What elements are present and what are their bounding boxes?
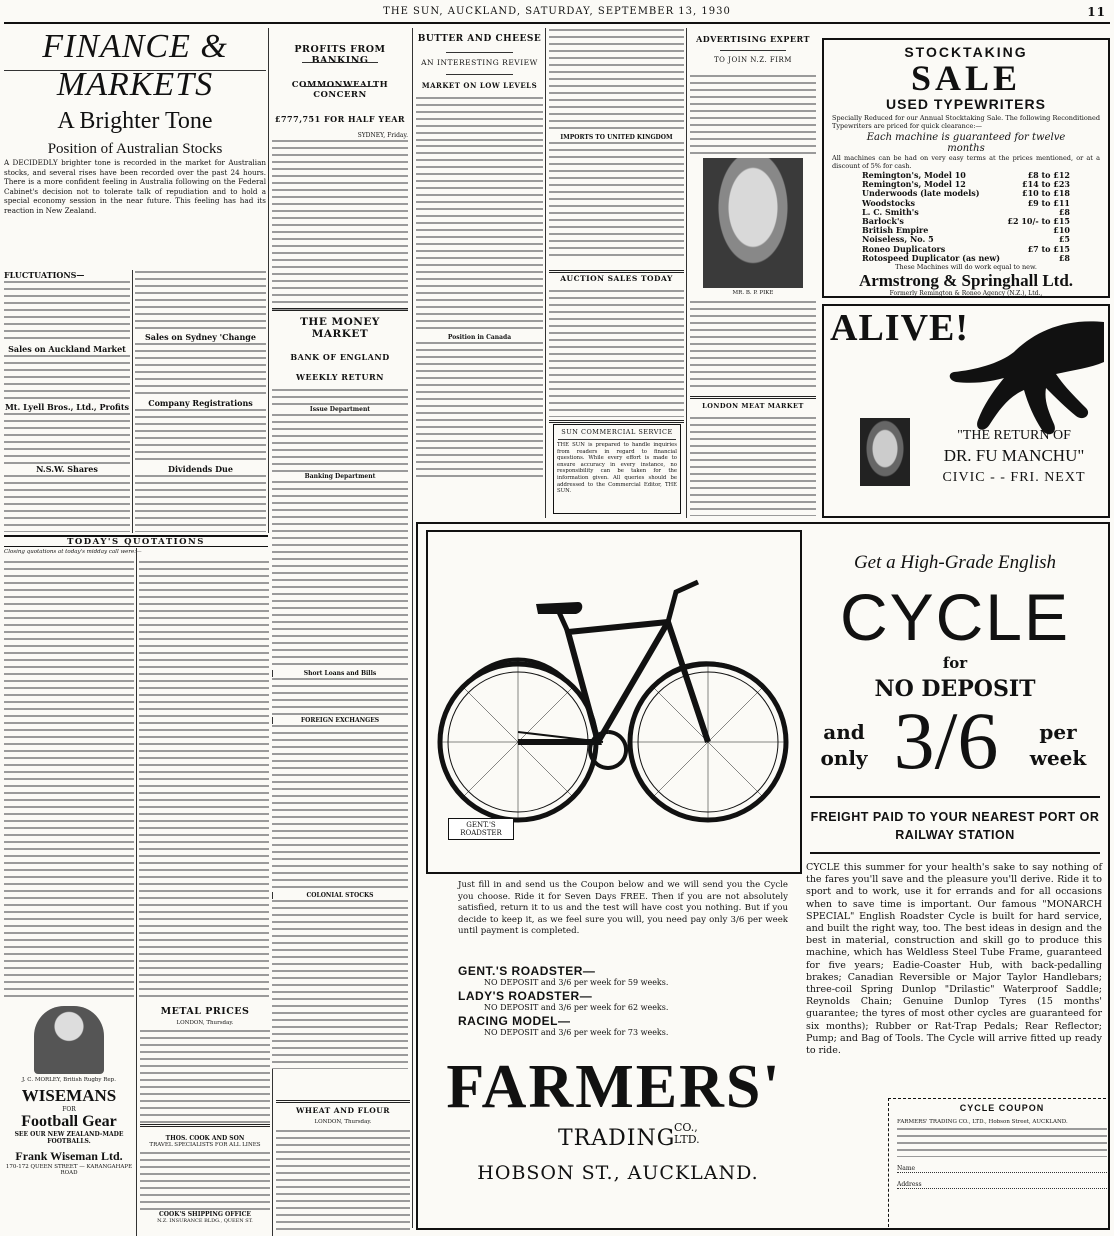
coupon-text — [897, 1127, 1107, 1157]
commercial-service-box — [553, 424, 681, 514]
body-text — [135, 408, 266, 464]
body-text — [276, 1129, 410, 1231]
fu-manchu-ad — [822, 304, 1110, 518]
quotations-title: TODAY'S QUOTATIONS — [67, 537, 205, 547]
ad-headline: Get a High-Grade English — [853, 552, 1057, 573]
hand-illustration — [944, 312, 1106, 442]
body-text — [4, 474, 130, 532]
model-name: GENT.'S ROADSTER— — [458, 964, 596, 978]
column-rule — [545, 28, 546, 518]
cook-office: COOK'S SHIPPING OFFICE — [159, 1211, 251, 1218]
firm-name: Armstrong & Springhall Ltd. — [858, 271, 1074, 291]
butter-article-cont — [549, 28, 684, 280]
film-line-3: CIVIC - - FRI. NEXT — [942, 470, 1086, 485]
finance-section-header — [4, 28, 266, 158]
model-terms: NO DEPOSIT and 3/6 per week for 59 weeks. — [484, 978, 669, 987]
only-label: only — [820, 746, 868, 770]
machine-name: Remington's, Model 10 — [862, 170, 966, 180]
cook-sub: TRAVEL SPECIALISTS FOR ALL LINES — [149, 1142, 261, 1148]
sale-note: These Machines will do work equal to new. — [895, 263, 1037, 272]
article-sub: COMMONWEALTH CONCERN — [291, 80, 389, 100]
model-name: LADY'S ROADSTER— — [458, 989, 593, 1003]
table-heading: Short Loans and Bills — [303, 670, 377, 677]
article-title: ADVERTISING EXPERT — [696, 34, 810, 44]
sale-terms: All machines can be had on very easy terms at the prices mentioned, or at a discount of 5% for cash. — [832, 154, 1100, 170]
data-table — [272, 480, 408, 670]
coupon-name-field[interactable]: Name — [897, 1165, 1107, 1173]
sub-heading: Company Registrations — [148, 398, 253, 408]
portrait-photo — [34, 1006, 104, 1074]
firm-trading: TRADING — [558, 1126, 676, 1151]
film-line-2: DR. FU MANCHU" — [943, 446, 1085, 465]
body-text — [272, 677, 408, 717]
article-title: THE MONEY MARKET — [300, 316, 380, 340]
and-label: and — [823, 720, 865, 744]
price: 3/6 — [893, 695, 999, 786]
sale-kicker: STOCKTAKING — [904, 44, 1028, 60]
table-heading: Banking Department — [304, 473, 376, 480]
product-name: Football Gear — [21, 1113, 117, 1130]
sub-heading: N.S.W. Shares — [36, 464, 98, 474]
column-rule — [268, 28, 269, 533]
sub-heading: Mt. Lyell Bros., Ltd., Profits — [4, 402, 130, 412]
no-deposit: NO DEPOSIT — [874, 676, 1036, 702]
quotations-header — [4, 535, 268, 547]
guarantee: Each machine is guaranteed for twelve months — [866, 132, 1066, 154]
machine-price: £2 10/- to £15 — [1007, 216, 1070, 227]
data-table — [272, 413, 408, 473]
sub-heading: Dividends Due — [168, 464, 233, 474]
body-text — [690, 74, 816, 154]
column-rule — [412, 28, 413, 1228]
body-text — [549, 28, 684, 134]
body-text — [135, 270, 266, 332]
film-line-1: "THE RETURN OF — [957, 428, 1071, 443]
table-heading: FOREIGN EXCHANGES — [300, 717, 380, 724]
week-label: week — [1029, 746, 1087, 770]
article-title: WHEAT AND FLOUR — [295, 1106, 391, 1115]
service-text: THE SUN is prepared to handle inquiries from readers in regard to financial questions. While every effort is made to ensure accuracy in every instance, no responsibility can be taken for the information given. All queries should be addressed to the Commercial Editor, THE SUN. — [557, 442, 677, 495]
coupon-address-field[interactable]: Address — [897, 1181, 1107, 1189]
dateline: LONDON, Thursday. — [176, 1020, 234, 1026]
body-text — [416, 341, 543, 481]
firm-formerly: Formerly Remington & Roneo Agency (N.Z.), Ltd., — [889, 290, 1043, 298]
body-text — [135, 474, 266, 532]
actor-photo — [860, 418, 910, 486]
alive-title: ALIVE! — [830, 307, 970, 349]
machine-price: £8 — [1058, 206, 1070, 217]
portrait-photo — [703, 158, 803, 288]
sale-sub: USED TYPEWRITERS — [886, 96, 1046, 112]
quotations-note: Closing quotations at today's midday call were:— — [4, 549, 142, 555]
firm-address — [832, 297, 1100, 298]
machine-name: Remington's, Model 12 — [862, 179, 966, 190]
finance-column-right — [135, 270, 266, 532]
firm-address: HOBSON ST., AUCKLAND. — [477, 1162, 759, 1184]
model-name: RACING MODEL— — [458, 1014, 571, 1028]
article-sub: MARKET ON LOW LEVELS — [421, 81, 538, 90]
firm-name: FARMERS' — [446, 1053, 782, 1121]
offer-text: Just fill in and send us the Coupon below and we will send you the Cycle you choose. Ride it for Seven Days FREE. Then if you are not absolutely satisfied, return it to us and the test will have cost you nothing. But if you decide to keep it, as we feel sure you will, you need pay only 3/6 per week until payment is completed. — [458, 880, 788, 936]
machine-price: £7 to £15 — [1027, 243, 1070, 254]
body-text — [140, 1029, 270, 1125]
page-number: 11 — [1087, 5, 1106, 19]
sub-heading: Sales on Auckland Market — [8, 344, 126, 354]
cook-address: N.Z. INSURANCE BLDG., QUEEN ST. — [157, 1218, 253, 1224]
sub-heading: Position in Canada — [447, 334, 512, 341]
metal-prices-article — [140, 1004, 270, 1232]
article-amount: £777,751 FOR HALF YEAR — [274, 114, 406, 124]
article-sub: WEEKLY RETURN — [296, 372, 384, 382]
wisemans-ad — [4, 1004, 134, 1232]
firm-address: 170-172 QUEEN STREET — KARANGAHAPE ROAD — [5, 1164, 133, 1176]
machine-name: Rotospeed Duplicator (as new) — [862, 252, 1001, 263]
column-rule — [136, 548, 137, 1236]
for-label: FOR — [62, 1106, 76, 1113]
body-text — [4, 280, 130, 344]
machine-name: Roneo Duplicators — [862, 243, 946, 254]
article-title: METAL PRICES — [160, 1006, 250, 1017]
data-table — [272, 899, 408, 1069]
machine-name: Woodstocks — [862, 197, 916, 208]
body-text — [416, 144, 543, 334]
per-label: per — [1039, 720, 1077, 744]
bicycle-image-frame — [426, 530, 802, 874]
intro-text — [416, 96, 543, 142]
money-market-article — [272, 312, 408, 1232]
dateline: SYDNEY, Friday. — [357, 132, 408, 139]
machine-name: Barlock's — [862, 216, 904, 227]
data-table — [549, 141, 684, 261]
price-list — [862, 171, 1070, 263]
machine-price: £10 to £18 — [1022, 188, 1070, 199]
wheat-article — [276, 1100, 410, 1232]
body-text — [135, 342, 266, 398]
machine-name: Underwoods (late models) — [862, 188, 980, 199]
sub-heading: Sales on Sydney 'Change — [145, 332, 256, 342]
freight-line: FREIGHT PAID TO YOUR NEAREST PORT OR RAILWAY STATION — [810, 810, 1100, 842]
article-title: PROFITS FROM BANKING — [294, 44, 386, 66]
subhead: Position of Australian Stocks — [47, 141, 223, 157]
firm-co: CO., LTD. — [674, 1121, 700, 1146]
article-sub: AN INTERESTING REVIEW — [421, 58, 538, 67]
body-text — [549, 289, 684, 417]
machine-price: £8 — [1058, 252, 1070, 263]
lead-paragraph: A DECIDEDLY brighter tone is recorded in the market for Australian stocks, and several rises have been recorded over the past 24 hours. There is a more confident feeling in Australia following on the Federal Cabinet's decision not to tolerate talk of repudiation and to hold a special economy session in the near future. This feeling has had its reaction in New Zealand. — [4, 158, 266, 215]
butter-article — [416, 28, 543, 518]
sale-word: SALE — [910, 58, 1022, 98]
body-text — [272, 139, 408, 310]
masthead-title: THE SUN, AUCKLAND, SATURDAY, SEPTEMBER 13, 1930 — [383, 6, 731, 17]
bike-label: GENT.'S ROADSTER — [448, 818, 514, 840]
for-label: for — [942, 654, 968, 672]
finance-column-left — [4, 270, 130, 532]
photo-caption: J. C. MORLEY, British Rugby Rep. — [22, 1077, 116, 1083]
body-text — [4, 354, 130, 402]
section-title: FINANCE & MARKETS — [42, 28, 228, 103]
model-terms: NO DEPOSIT and 3/6 per week for 62 weeks. — [484, 1003, 669, 1012]
banking-article — [272, 40, 408, 310]
body-text — [272, 388, 408, 406]
article-title: AUCTION SALES TODAY — [560, 274, 673, 283]
sale-intro: Specially Reduced for our Annual Stocktaking Sale. The following Reconditioned Typewriters are priced for quick clearance:— — [832, 114, 1100, 130]
coupon-addressee: FARMERS' TRADING CO., LTD., Hobson Street, AUCKLAND. — [897, 1119, 1068, 1125]
sub-heading: IMPORTS TO UNITED KINGDOM — [560, 134, 673, 141]
body-text — [690, 416, 816, 516]
cycle-coupon[interactable] — [888, 1098, 1110, 1230]
dateline: LONDON, Thursday. — [314, 1119, 372, 1125]
article-sub: TO JOIN N.Z. FIRM — [714, 56, 792, 64]
column-rule — [686, 28, 687, 518]
cycle-description: CYCLE this summer for your health's sake to say nothing of the fares you'll save and the pleasure you'll derive. Ride it to sport and to work, use it for errands and for all occasions when to save time is important. Our famous "MONARCH SPECIAL" English Roadster Cycle is built for hard service, and built the right way, too. The best ideas in design and the best in material, construction and skill go to produce this machine, which has Weldless Steel Tube Frame, guaranteed for five years; Eadie-Coaster Hub, with back-pedalling brakes; Canadian Reversible or Major Taylor Handlebars; three-coil Spring Dunlop "Drilastic" Waterproof Saddle; Reynolds Chain; Genuine Dunlop Tyres (15 months' guarantee; the tyres of most other cycles are guaranteed for six months); Rubber or Rat-Trap Pedals; Rear Reflector; Pump; and Bag of Tools. The Cycle will arrive fitted up ready to ride. — [806, 862, 1102, 1057]
machine-price: £9 to £11 — [1027, 197, 1070, 208]
service-title: SUN COMMERCIAL SERVICE — [561, 428, 673, 436]
data-table — [272, 724, 408, 892]
headline: A Brighter Tone — [57, 108, 213, 134]
body-text — [140, 1151, 270, 1211]
fluctuations-heading: FLUCTUATIONS— — [4, 270, 85, 280]
photo-caption: MR. B. P. PIKE — [732, 290, 774, 296]
quotations-table-right — [139, 560, 269, 1000]
article-title: BUTTER AND CHEESE — [417, 34, 542, 44]
cook-title: THOS. COOK AND SON — [165, 1135, 245, 1142]
auction-article — [549, 272, 684, 420]
quotations-table-left — [4, 560, 134, 1000]
machine-name: British Empire — [862, 225, 929, 236]
coupon-title: CYCLE COUPON — [959, 1103, 1045, 1113]
price-row — [862, 254, 1070, 263]
farmers-cycle-ad — [416, 522, 1110, 1230]
firm-name: Frank Wiseman Ltd. — [15, 1149, 123, 1163]
table-heading: COLONIAL STOCKS — [306, 892, 374, 899]
brand-name: WISEMANS — [21, 1086, 117, 1105]
machine-name: Noiseless, No. 5 — [862, 234, 934, 245]
ad-line: SEE OUR NEW ZEALAND-MADE FOOTBALLS. — [14, 1131, 124, 1145]
column-rule — [132, 270, 133, 533]
masthead — [4, 2, 1110, 24]
cycle-word: CYCLE — [839, 580, 1071, 654]
table-heading: Issue Department — [309, 406, 371, 413]
typewriter-sale-ad — [822, 38, 1110, 298]
machine-price: £5 — [1058, 234, 1070, 245]
body-text — [690, 300, 816, 388]
meat-title: LONDON MEAT MARKET — [702, 402, 804, 410]
article-sub: BANK OF ENGLAND — [290, 352, 390, 362]
model-terms: NO DEPOSIT and 3/6 per week for 73 weeks. — [484, 1028, 669, 1037]
machine-name: L. C. Smith's — [862, 206, 919, 217]
model-list — [458, 962, 788, 1037]
machine-price: £10 — [1053, 225, 1070, 236]
body-text — [4, 412, 130, 464]
machine-price: £14 to £23 — [1022, 179, 1070, 190]
machine-price: £8 to £12 — [1027, 170, 1070, 180]
advertising-expert-article — [690, 28, 816, 518]
